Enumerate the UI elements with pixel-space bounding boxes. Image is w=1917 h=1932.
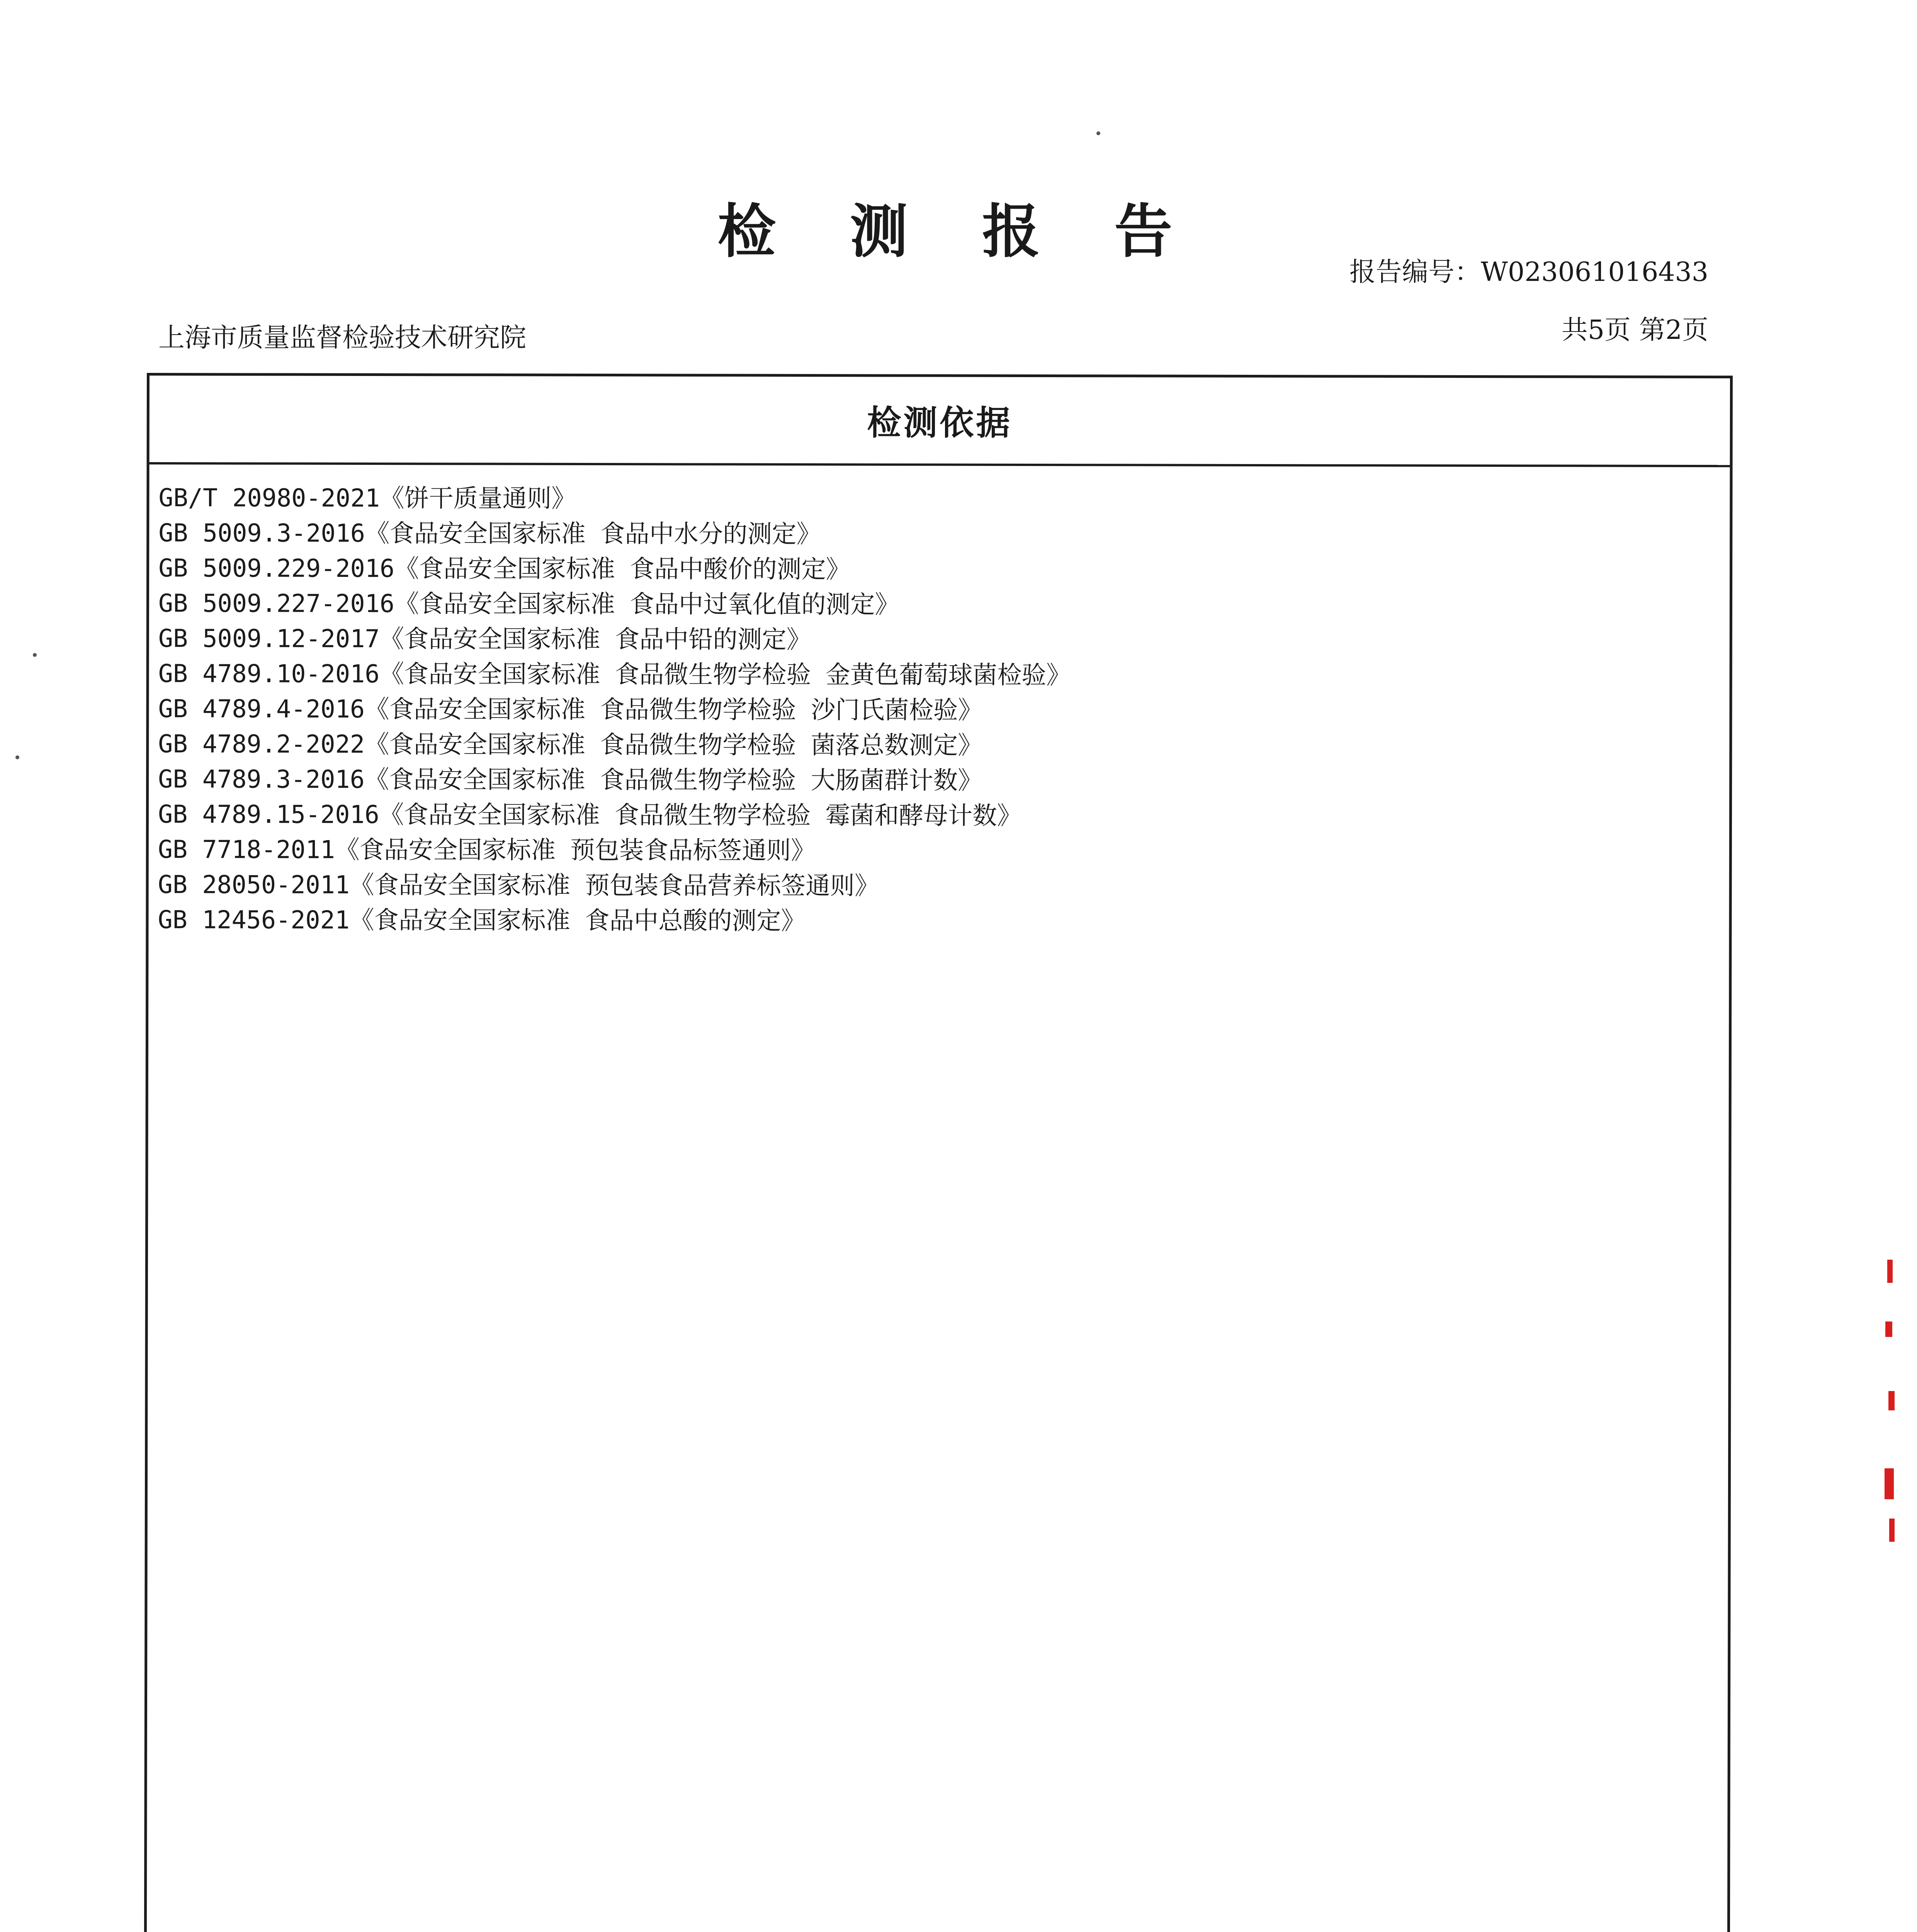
standard-item: GB 4789.4-2016《食品安全国家标准 食品微生物学检验 沙门氏菌检验》 — [158, 695, 982, 725]
standard-item: GB 4789.10-2016《食品安全国家标准 食品微生物学检验 金黄色葡萄球菌检验》 — [158, 660, 1071, 690]
seal-mark — [1889, 1519, 1895, 1542]
section-header — [150, 376, 1730, 467]
seal-mark — [1888, 1391, 1895, 1410]
standard-item: GB 5009.3-2016《食品安全国家标准 食品中水分的测定》 — [158, 519, 821, 549]
standard-item: GB 4789.3-2016《食品安全国家标准 食品微生物学检验 大肠菌群计数》 — [158, 765, 982, 795]
standard-item: GB/T 20980-2021《饼干质量通则》 — [158, 484, 576, 513]
standard-item: GB 5009.12-2017《食品安全国家标准 食品中铅的测定》 — [158, 624, 811, 655]
seal-mark — [1885, 1321, 1892, 1337]
organization-name: 上海市质量监督检验技术研究院 — [158, 323, 527, 353]
scan-dot — [15, 755, 19, 759]
report-number — [1349, 255, 1708, 290]
standard-item: GB 4789.2-2022《食品安全国家标准 食品微生物学检验 菌落总数测定》 — [158, 730, 982, 760]
seal-mark — [1887, 1260, 1893, 1283]
standard-item: GB 5009.229-2016《食品安全国家标准 食品中酸价的测定》 — [158, 554, 851, 584]
standards-frame — [143, 373, 1733, 1932]
scan-dot — [1096, 131, 1100, 135]
standards-list — [148, 464, 1730, 940]
standard-item: GB 12456-2021《食品安全国家标准 食品中总酸的测定》 — [158, 906, 806, 935]
scan-dot — [33, 653, 37, 657]
standard-item: GB 5009.227-2016《食品安全国家标准 食品中过氧化值的测定》 — [158, 589, 899, 619]
seal-mark — [1885, 1468, 1894, 1499]
report-title: 检 测 报 告 — [717, 198, 1200, 265]
report-number-label: 报告编号： — [1349, 257, 1481, 287]
standard-item: GB 4789.15-2016《食品安全国家标准 食品微生物学检验 霉菌和酵母计数》 — [158, 800, 1022, 830]
page-count: 共5页 第2页 — [1561, 315, 1708, 345]
standard-item: GB 28050-2011《食品安全国家标准 预包装食品营养标签通则》 — [158, 871, 879, 901]
section-title: 检测依据 — [867, 403, 1013, 443]
standard-item: GB 7718-2011《食品安全国家标准 预包装食品标签通则》 — [158, 835, 816, 866]
report-number-value: W023061016433 — [1480, 257, 1708, 287]
